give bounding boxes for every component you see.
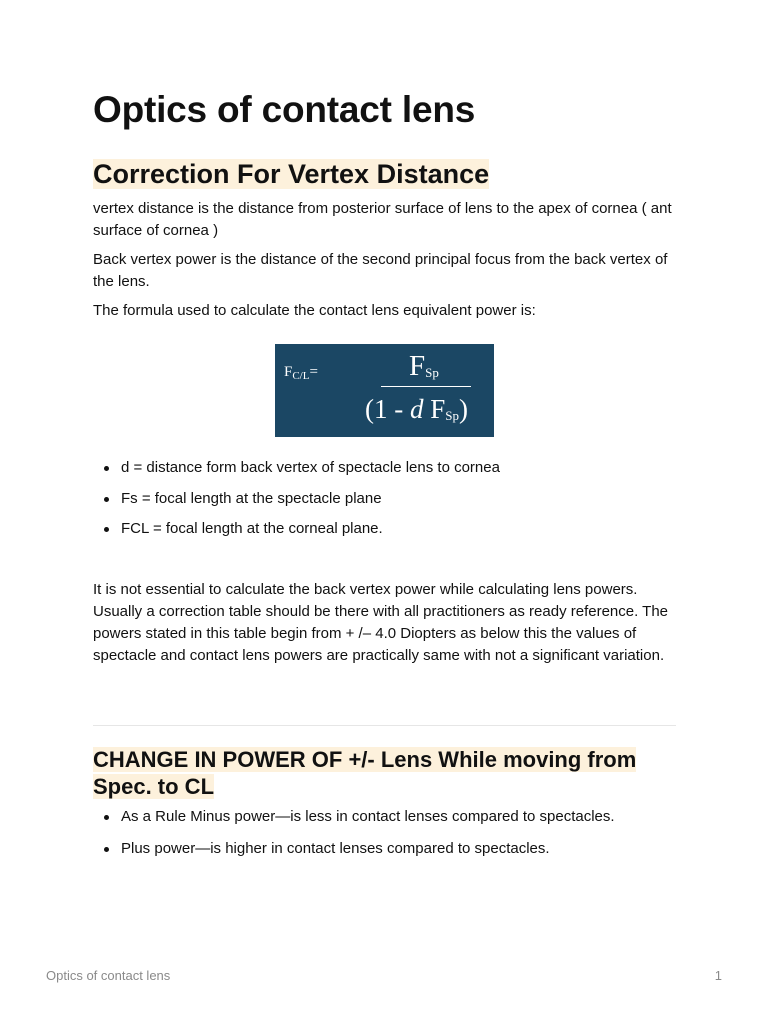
list-item: Fs = focal length at the spectacle plane — [93, 489, 683, 509]
section-heading-text: Correction For Vertex Distance — [93, 159, 490, 189]
definition-list — [93, 458, 683, 539]
page-title: Optics of contact lens — [93, 89, 476, 130]
section-heading-change-in-power — [93, 746, 683, 800]
paragraph-vertex-distance: vertex distance is the distance from posterior surface of lens to the apex of cornea ( ant surface of cornea ) — [93, 200, 672, 239]
list-item: d = distance form back vertex of spectacle lens to cornea — [93, 458, 683, 478]
paragraph-back-vertex-power: Back vertex power is the distance of the second principal focus from the back vertex of the lens. — [93, 251, 668, 290]
section-heading-vertex-distance — [93, 156, 497, 192]
page-number: 1 — [714, 968, 722, 983]
formula-fraction-bar — [381, 386, 471, 387]
formula-image — [275, 344, 494, 437]
list-item: FCL = focal length at the corneal plane. — [93, 519, 683, 539]
section-heading-text: CHANGE IN POWER OF +/- Lens While moving from Spec. to CL — [93, 747, 637, 799]
section-divider — [93, 725, 676, 726]
formula-denominator: (1 - d $F_{Sp}$) — [365, 394, 468, 424]
paragraph-formula-intro: The formula used to calculate the contact lens equivalent power is: — [93, 302, 536, 319]
formula-lhs: $F_{C/L}=$ — [284, 364, 318, 382]
footer-title: Optics of contact lens — [46, 968, 171, 983]
power-change-list — [93, 807, 683, 859]
formula-numerator: $F_{Sp}$ — [409, 350, 439, 382]
list-item: As a Rule Minus power—is less in contact lenses compared to spectacles. — [93, 807, 683, 827]
paragraph-correction-table: It is not essential to calculate the back vertex power while calculating lens powers. Usually a correction table should be there with all practitioners as ready reference. The powers stated in this table begin from + /– 4.0 Diopters as below this the values of spectacle and contact lens powers are practically same with not a significant variation. — [93, 581, 669, 664]
list-item: Plus power—is higher in contact lenses compared to spectacles. — [93, 839, 683, 859]
